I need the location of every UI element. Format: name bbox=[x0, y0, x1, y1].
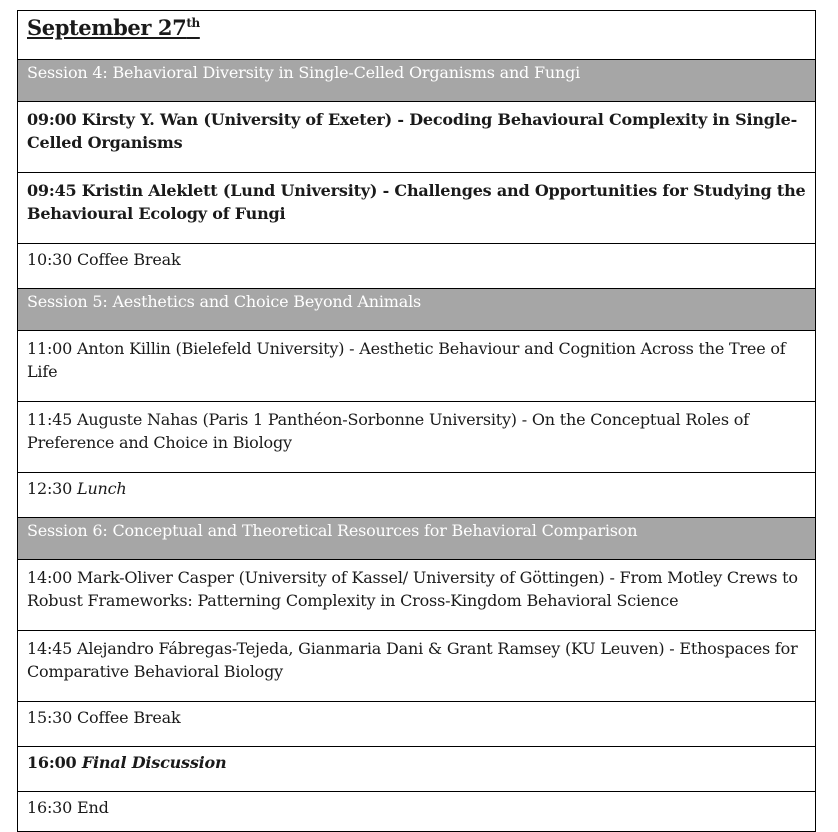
schedule-row bbox=[18, 173, 816, 244]
end-1630: 16:30 End bbox=[18, 792, 816, 832]
discussion-1600 bbox=[18, 747, 816, 792]
schedule-row bbox=[18, 631, 816, 702]
talk-1145: 11:45 Auguste Nahas (Paris 1 Panthéon-Sorbonne University) - On the Conceptual Roles of Preference and Choice in Biology bbox=[18, 402, 816, 473]
date-title-text: September 27 bbox=[27, 15, 187, 40]
schedule-row bbox=[18, 102, 816, 173]
talk-0945: 09:45 Kristin Aleklett (Lund University) - Challenges and Opportunities for Studying the Behavioural Ecology of Fungi bbox=[18, 173, 816, 244]
schedule-row bbox=[18, 560, 816, 631]
schedule-header-row bbox=[18, 11, 816, 60]
schedule-row bbox=[18, 747, 816, 792]
session-6-row bbox=[18, 518, 816, 560]
talk-1445: 14:45 Alejandro Fábregas-Tejeda, Gianmaria Dani & Grant Ramsey (KU Leuven) - Ethospaces for Comparative Behavioral Biology bbox=[18, 631, 816, 702]
session-4-row bbox=[18, 60, 816, 102]
session-5-row bbox=[18, 289, 816, 331]
discussion-time: 16:00 bbox=[27, 753, 77, 772]
date-title bbox=[27, 15, 200, 40]
lunch-label: Lunch bbox=[77, 479, 127, 498]
date-cell bbox=[18, 11, 816, 60]
session-6-label: Session 6: Conceptual and Theoretical Resources for Behavioral Comparison bbox=[18, 518, 816, 560]
date-title-suffix: th bbox=[186, 16, 200, 30]
session-5-label: Session 5: Aesthetics and Choice Beyond Animals bbox=[18, 289, 816, 331]
talk-1400: 14:00 Mark-Oliver Casper (University of Kassel/ University of Göttingen) - From Motley Crews to Robust Frameworks: Patterning Complexity in Cross-Kingdom Behavioral Science bbox=[18, 560, 816, 631]
schedule-row bbox=[18, 244, 816, 289]
discussion-label: Final Discussion bbox=[81, 753, 227, 772]
session-4-label: Session 4: Behavioral Diversity in Single-Celled Organisms and Fungi bbox=[18, 60, 816, 102]
schedule-table bbox=[17, 10, 816, 832]
break-1530: 15:30 Coffee Break bbox=[18, 702, 816, 747]
lunch-time: 12:30 bbox=[27, 479, 73, 498]
talk-1100: 11:00 Anton Killin (Bielefeld University) - Aesthetic Behaviour and Cognition Across the Tree of Life bbox=[18, 331, 816, 402]
schedule-row bbox=[18, 702, 816, 747]
schedule-row bbox=[18, 473, 816, 518]
talk-0900: 09:00 Kirsty Y. Wan (University of Exeter) - Decoding Behavioural Complexity in Single-Celled Organisms bbox=[18, 102, 816, 173]
schedule-row bbox=[18, 792, 816, 832]
lunch-1230 bbox=[18, 473, 816, 518]
break-1030: 10:30 Coffee Break bbox=[18, 244, 816, 289]
schedule-row bbox=[18, 402, 816, 473]
schedule-row bbox=[18, 331, 816, 402]
